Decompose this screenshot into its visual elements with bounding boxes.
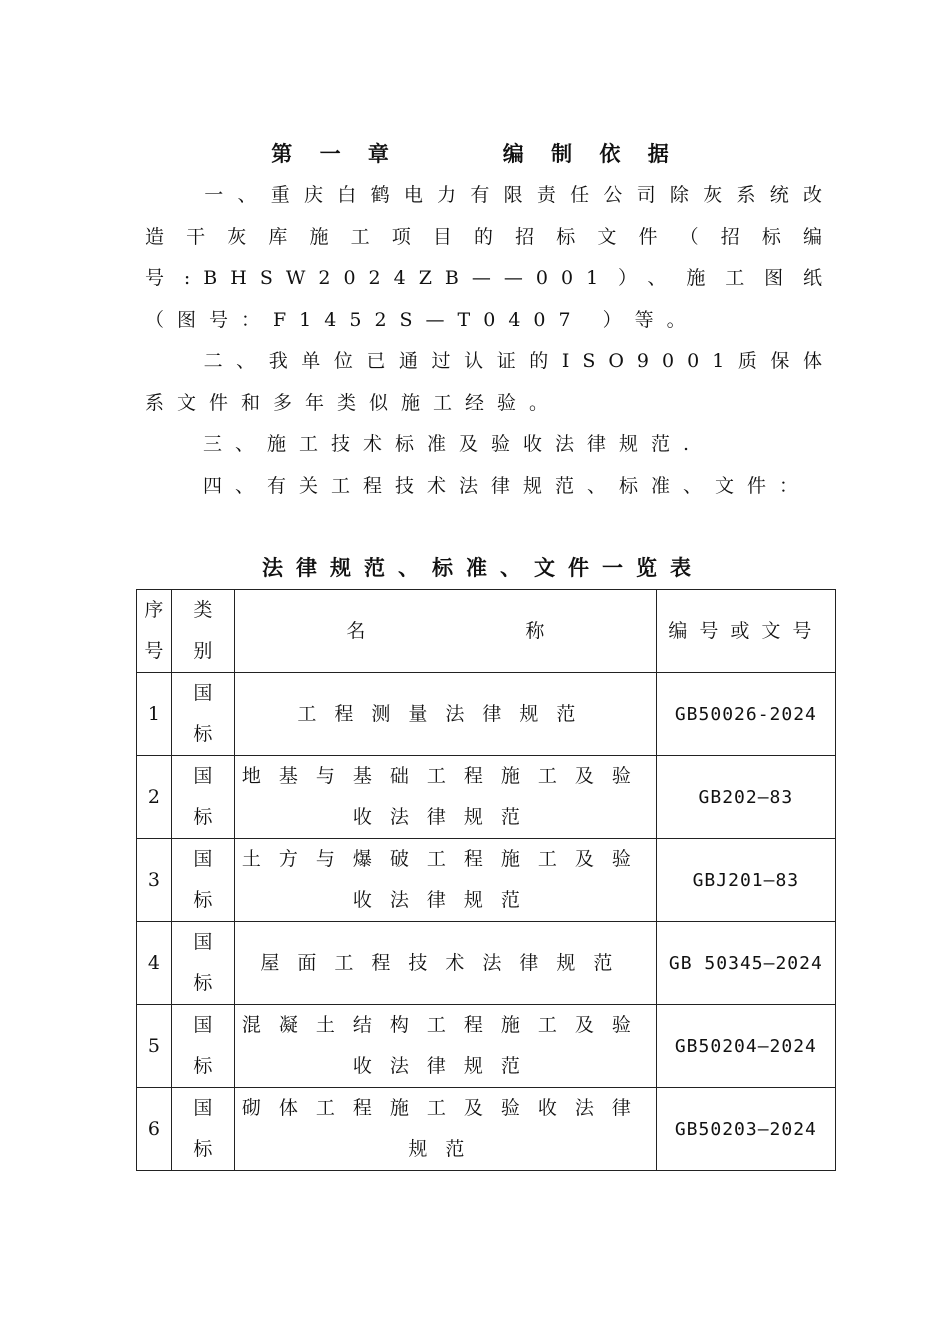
paragraph-1-text: 一、重庆白鹤电力有限责任公司除灰系统改造干灰库施工项目的招标文件（招标编号:BHSW2024ZB——001）、施工图纸（图号：F1452S—T0407 ）等。 (145, 184, 835, 331)
header-seq: 序号 (137, 590, 172, 673)
row-seq: 1 (137, 673, 172, 756)
row-category: 国标 (171, 1005, 234, 1088)
header-category: 类别 (171, 590, 234, 673)
paragraph-1 (145, 175, 835, 341)
paragraph-4-text: 四、有关工程技术法律规范、标准、文件： (203, 475, 812, 497)
header-name (235, 590, 657, 673)
row-category: 国标 (171, 839, 234, 922)
paragraph-2 (145, 341, 835, 424)
row-category: 国标 (171, 922, 234, 1005)
row-seq: 6 (137, 1088, 172, 1171)
paragraph-4 (145, 466, 835, 508)
header-code: 编号或文号 (656, 590, 835, 673)
row-seq: 3 (137, 839, 172, 922)
table-title: 法律规范、标准、文件一览表 (262, 555, 704, 580)
row-name: 工程测量法律规范 (235, 673, 657, 756)
header-name-right: 称 (525, 619, 545, 642)
standards-table (136, 589, 836, 1171)
table-row (137, 673, 836, 756)
row-code: GBJ201—83 (656, 839, 835, 922)
chapter-title: 第 一 章 编 制 依 据 (271, 141, 679, 166)
row-category: 国标 (171, 756, 234, 839)
table-row (137, 839, 836, 922)
row-category: 国标 (171, 1088, 234, 1171)
row-code: GB50203—2024 (656, 1088, 835, 1171)
table-row (137, 1005, 836, 1088)
row-seq: 4 (137, 922, 172, 1005)
row-name: 地基与基础工程施工及验收法律规范 (235, 756, 657, 839)
paragraph-3-text: 三、施工技术标准及验收法律规范. (203, 433, 703, 455)
row-category: 国标 (171, 673, 234, 756)
row-code: GB50026-2024 (656, 673, 835, 756)
table-row (137, 1088, 836, 1171)
row-code: GB202—83 (656, 756, 835, 839)
table-row (137, 922, 836, 1005)
row-name: 混凝土结构工程施工及验收法律规范 (235, 1005, 657, 1088)
table-row (137, 756, 836, 839)
row-code: GB50204—2024 (656, 1005, 835, 1088)
row-seq: 2 (137, 756, 172, 839)
header-name-left: 名 (346, 619, 366, 642)
row-code: GB 50345—2024 (656, 922, 835, 1005)
row-name: 屋面工程技术法律规范 (235, 922, 657, 1005)
row-name: 砌体工程施工及验收法律规范 (235, 1088, 657, 1171)
paragraph-2-text: 二、我单位已通过认证的ISO9001质保体系文件和多年类似施工经验。 (145, 350, 835, 414)
row-name: 土方与爆破工程施工及验收法律规范 (235, 839, 657, 922)
paragraph-3 (145, 424, 835, 466)
table-header-row (137, 590, 836, 673)
row-seq: 5 (137, 1005, 172, 1088)
